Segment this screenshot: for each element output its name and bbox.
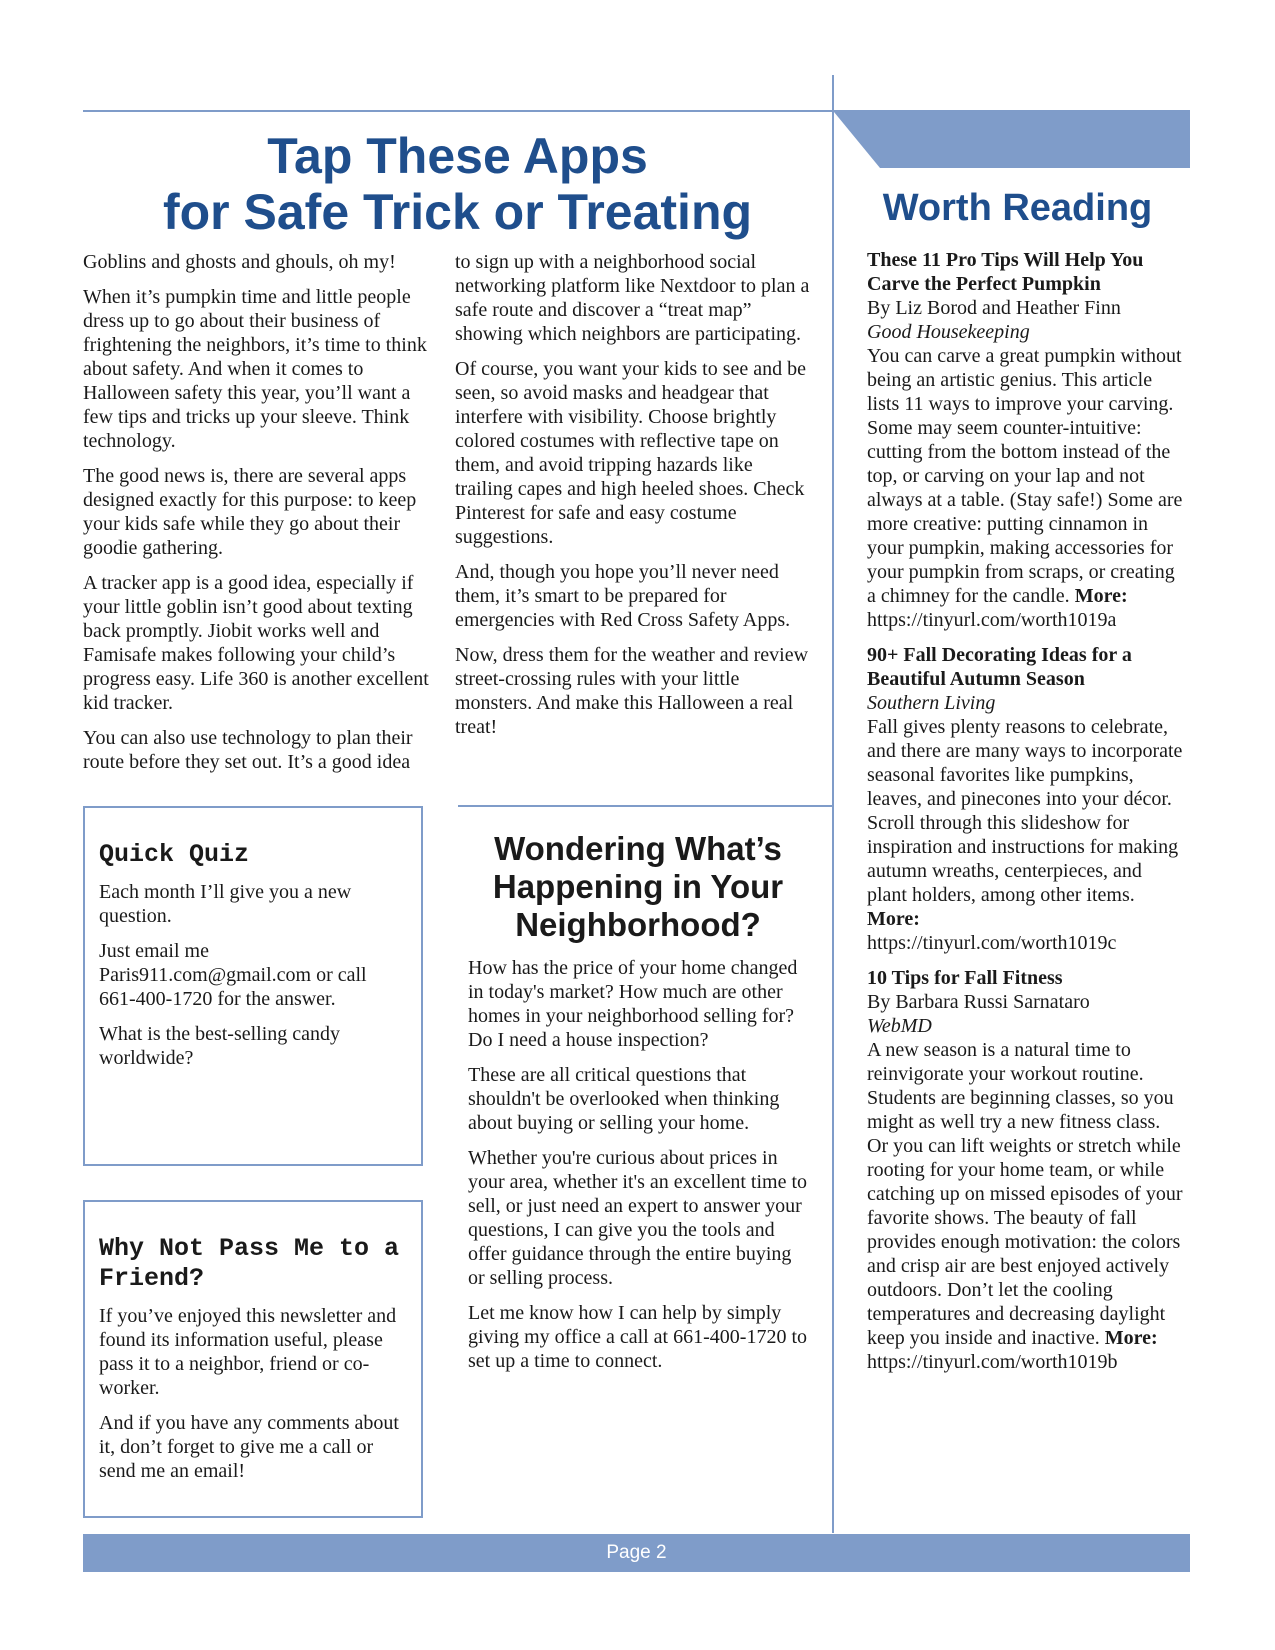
entry-title: 10 Tips for Fall Fitness <box>867 967 1063 989</box>
entry-title: These 11 Pro Tips Will Help You Carve the Perfect Pumpkin <box>867 249 1144 295</box>
paragraph: to sign up with a neighborhood social networking platform like Nextdoor to plan a safe route and discover a “treat map” showing which neighbors are participating. <box>455 251 810 345</box>
worth-reading-heading <box>855 186 1180 230</box>
paragraph: Whether you're curious about prices in your area, whether it's an excellent time to sell, or just need an expert to answer your questions, I can give you the tools and offer guidance through the entire buying or selling process. <box>468 1147 808 1289</box>
paragraph: Just email me Paris911.com@gmail.com or call 661-400-1720 for the answer. <box>99 940 367 1010</box>
paragraph: You can also use technology to plan their route before they set out. It’s a good idea <box>83 727 413 773</box>
paragraph: And, though you hope you’ll never need them, it’s smart to be prepared for emergencies with Red Cross Safety Apps. <box>455 561 791 631</box>
entry-body: A new season is a natural time to reinvigorate your workout routine. Students are beginning classes, so you might as well try a new fitness class. Or you can lift weights or stretch while rooting for your home team, or while catching up on missed episodes of your favorite shows. The beauty of fall provides enough motivation: the colors and crisp air are best enjoyed actively outdoors. Don’t let the cooling temperatures and decreasing daylight keep you inside and inactive. More: <box>867 1039 1183 1349</box>
entry-source: WebMD <box>867 1015 932 1037</box>
title-line-1: Tap These Apps <box>267 128 648 184</box>
paragraph: When it’s pumpkin time and little people dress up to go about their business of frightening the neighbors, it’s time to think about safety. And when it comes to Halloween safety this year, you’ll want a few tips and tricks up your sleeve. Think technology. <box>83 286 427 452</box>
entry-link[interactable]: https://tinyurl.com/worth1019c <box>867 932 1117 954</box>
paragraph: Each month I’ll give you a new question. <box>99 881 352 927</box>
paragraph: How has the price of your home changed in today's market? How much are other homes in your neighborhood selling for? Do I need a house inspection? <box>468 957 798 1051</box>
paragraph: What is the best-selling candy worldwide? <box>99 1023 341 1069</box>
paragraph: These are all critical questions that shouldn't be overlooked when thinking about buying or selling your home. <box>468 1064 780 1134</box>
reading-entry <box>867 643 1185 955</box>
entry-author: By Barbara Russi Sarnataro <box>867 991 1090 1013</box>
quick-quiz-title: Quick Quiz <box>99 840 250 869</box>
title-line-2: for Safe Trick or Treating <box>162 184 753 240</box>
neighborhood-top-rule <box>458 805 832 807</box>
top-rule <box>83 110 832 112</box>
entry-body: You can carve a great pumpkin without being an artistic genius. This article lists 11 ways to improve your carving. Some may seem counter-intuitive: cutting from the bottom instead of the top, or carving on your lap and not always at a table. (Stay safe!) Some are more creative: putting cinnamon in your pumpkin, making accessories for your pumpkin from scraps, or creating a chimney for the candle. More: <box>867 345 1183 607</box>
sidebar-banner <box>834 112 1190 168</box>
more-label: More: <box>867 908 920 930</box>
paragraph: And if you have any comments about it, don’t forget to give me a call or send me an email! <box>99 1412 399 1482</box>
entry-title: 90+ Fall Decorating Ideas for a Beautiful Autumn Season <box>867 644 1132 690</box>
paragraph: Goblins and ghosts and ghouls, oh my! <box>83 251 396 273</box>
page-footer <box>83 1534 1190 1572</box>
entry-link[interactable]: https://tinyurl.com/worth1019b <box>867 1351 1118 1373</box>
sidebar-divider <box>832 75 834 1533</box>
article-column-2 <box>455 250 813 750</box>
pass-along-title: Why Not Pass Me to a Friend? <box>99 1234 400 1293</box>
neighborhood-title: Wondering What’s Happening in Your Neighborhood? <box>492 830 784 943</box>
page-number: Page 2 <box>606 1542 667 1563</box>
paragraph: A tracker app is a good idea, especially if your little goblin isn’t good about texting back promptly. Jiobit works well and Famisafe makes following your child’s progress easy. Life 360 is another excellent kid tracker. <box>83 572 429 714</box>
entry-source: Good Housekeeping <box>867 321 1030 343</box>
paragraph: Now, dress them for the weather and review street-crossing rules with your little monsters. And make this Halloween a real treat! <box>455 644 809 738</box>
entry-source: Southern Living <box>867 692 996 714</box>
paragraph: If you’ve enjoyed this newsletter and found its information useful, please pass it to a neighbor, friend or co-worker. <box>99 1305 397 1399</box>
entry-body: Fall gives plenty reasons to celebrate, and there are many ways to incorporate seasonal favorites like pumpkins, leaves, and pinecones into your décor. Scroll through this slideshow for inspiration and instructions for making autumn wreaths, centerpieces, and plant holders, among other items. More: <box>867 716 1183 930</box>
pass-along-box <box>83 1200 423 1518</box>
article-column-1 <box>83 250 435 785</box>
paragraph: Let me know how I can help by simply giving my office a call at 661-400-1720 to set up a time to connect. <box>468 1302 807 1372</box>
more-label: More: <box>1074 585 1128 607</box>
neighborhood-section <box>468 830 808 1384</box>
main-article-title <box>83 128 832 240</box>
worth-reading-list <box>867 248 1185 1385</box>
entry-author: By Liz Borod and Heather Finn <box>867 297 1121 319</box>
quick-quiz-box <box>83 806 423 1166</box>
more-label: More: <box>1104 1327 1158 1349</box>
reading-entry <box>867 248 1185 632</box>
worth-reading-title: Worth Reading <box>882 187 1153 229</box>
reading-entry <box>867 966 1185 1374</box>
paragraph: The good news is, there are several apps designed exactly for this purpose: to keep your kids safe while they go about their goodie gathering. <box>83 465 417 559</box>
entry-link[interactable]: https://tinyurl.com/worth1019a <box>867 609 1117 631</box>
paragraph: Of course, you want your kids to see and be seen, so avoid masks and headgear that interfere with visibility. Choose brightly colored costumes with reflective tape on them, and avoid tripping hazards like trailing capes and high heeled shoes. Check Pinterest for safe and easy costume suggestions. <box>455 358 807 548</box>
